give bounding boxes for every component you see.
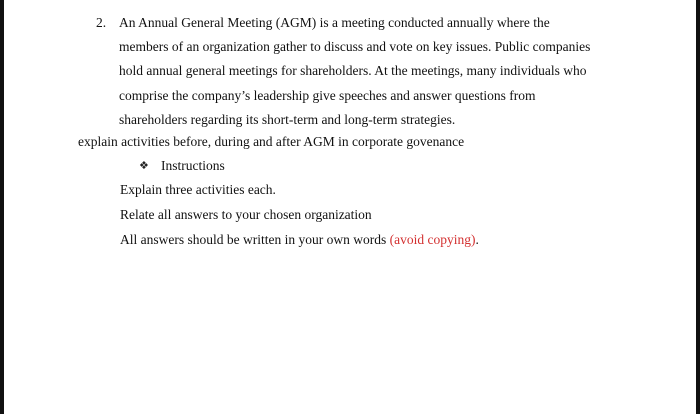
instructions-heading [139,154,225,178]
avoid-copying-emphasis: (avoid copying) [389,232,476,247]
question-line: comprise the company’s leadership give speeches and answer questions from [119,87,536,103]
instructions-heading-text: Instructions [161,158,225,173]
right-border [696,0,700,414]
question-line: members of an organization gather to discuss and vote on key issues. Public companies [119,39,591,55]
left-border [0,0,4,414]
question-line: hold annual general meetings for shareholders. At the meetings, many individuals who [119,63,587,79]
instruction-item: Relate all answers to your chosen organization [120,207,372,222]
question-number: 2. [96,15,107,30]
instruction-item: Explain three activities each. [120,182,276,197]
task-prompt: explain activities before, during and after AGM in corporate govenance [78,134,465,149]
instruction-item [120,228,479,252]
question-line: An Annual General Meeting (AGM) is a meeting conducted annually where the [119,15,550,30]
question-line: shareholders regarding its short-term and long-term strategies. [119,111,456,127]
four-diamond-bullet-icon: ❖ [139,159,149,172]
question-text [119,11,619,132]
instruction-text: All answers should be written in your own words [120,232,390,247]
instruction-period: . [475,232,479,247]
